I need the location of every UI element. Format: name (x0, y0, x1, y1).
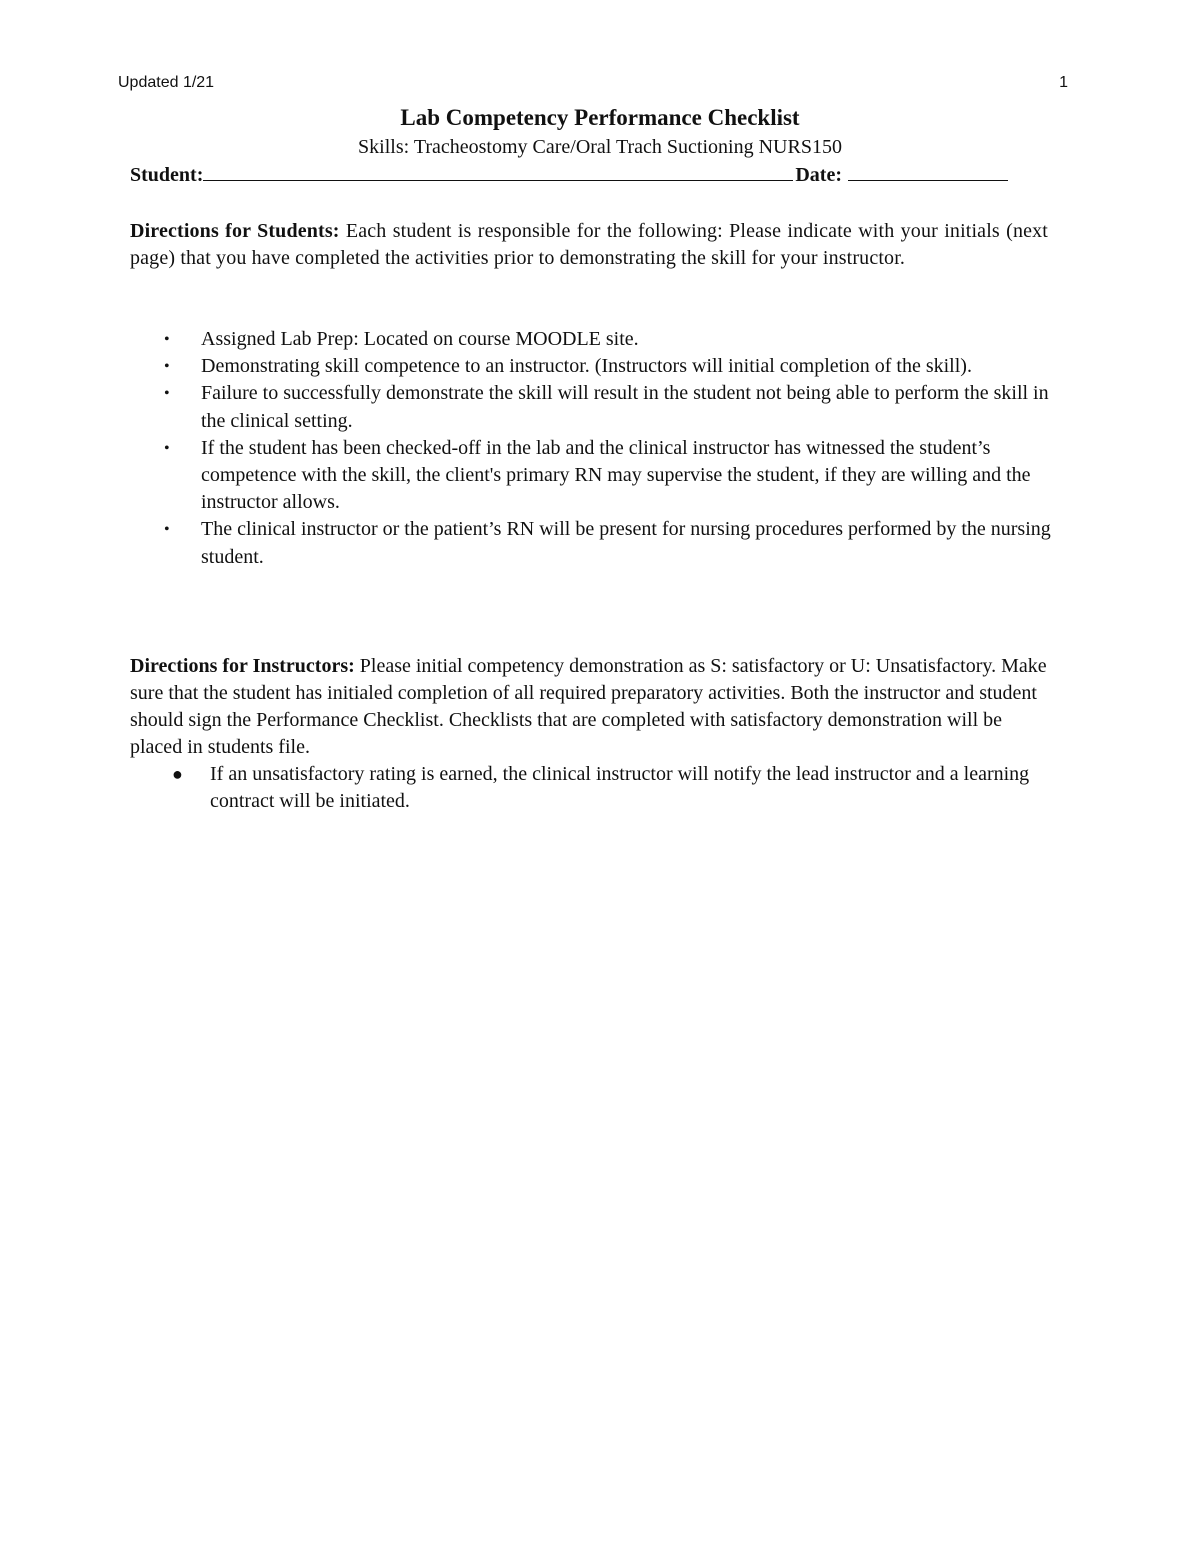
instructors-directions (130, 653, 1048, 761)
students-bullet-list (160, 326, 1060, 571)
page-header (118, 74, 1068, 98)
list-item: • Failure to successfully demonstrate the skill will result in the student not being able to perform the skill in the clinical setting. (164, 382, 1049, 432)
date-label: Date: (795, 164, 842, 186)
students-directions-text: Each student is responsible for the following: Please indicate with your initials (next page) that you have completed the activities prior to demonstrating the skill for your instructor. (130, 220, 1048, 269)
student-name-blank[interactable] (203, 162, 793, 181)
bullet-icon: ● (172, 764, 183, 784)
list-item: • Demonstrating skill competence to an instructor. (Instructors will initial completion of the skill). (160, 353, 1060, 380)
updated-date: Updated 1/21 (118, 74, 215, 91)
list-item: ● If an unsatisfactory rating is earned, the clinical instructor will notify the lead instructor and a learning contract will be initiated. (172, 763, 1030, 813)
list-item: • If the student has been checked-off in the lab and the clinical instructor has witnessed the student’s competence with the skill, the client's primary RN may supervise the student, if they are willing and the instructor allows. (164, 436, 1031, 514)
document-title: Lab Competency Performance Checklist (400, 105, 800, 130)
date-blank[interactable] (848, 162, 1008, 181)
students-directions (130, 218, 1048, 272)
document-subtitle: Skills: Tracheostomy Care/Oral Trach Suctioning NURS150 (358, 136, 842, 158)
bullet-icon: • (164, 331, 170, 348)
student-date-line (130, 162, 1040, 187)
student-label: Student: (130, 164, 204, 186)
page-number: 1 (1059, 74, 1068, 91)
list-item: • Assigned Lab Prep: Located on course MOODLE site. (160, 326, 1060, 353)
instructors-bullet-list (170, 761, 1050, 815)
bullet-icon: • (164, 385, 170, 403)
list-item: • The clinical instructor or the patient’s RN will be present for nursing procedures performed by the nursing student. (164, 518, 1051, 568)
bullet-icon: • (164, 521, 170, 539)
bullet-icon: • (164, 439, 170, 457)
students-directions-label: Directions for Students: (130, 220, 340, 242)
instructors-directions-label: Directions for Instructors: (130, 655, 355, 677)
instructors-directions-text: Please initial competency demonstration as S: satisfactory or U: Unsatisfactory. Make sure that the student has initialed completion of all required preparatory activities. Both the instructor and student should sign the Performance Checklist. Checklists that are completed with satisfactory demonstration will be placed in students file. (130, 655, 1047, 758)
bullet-icon: • (164, 358, 170, 376)
